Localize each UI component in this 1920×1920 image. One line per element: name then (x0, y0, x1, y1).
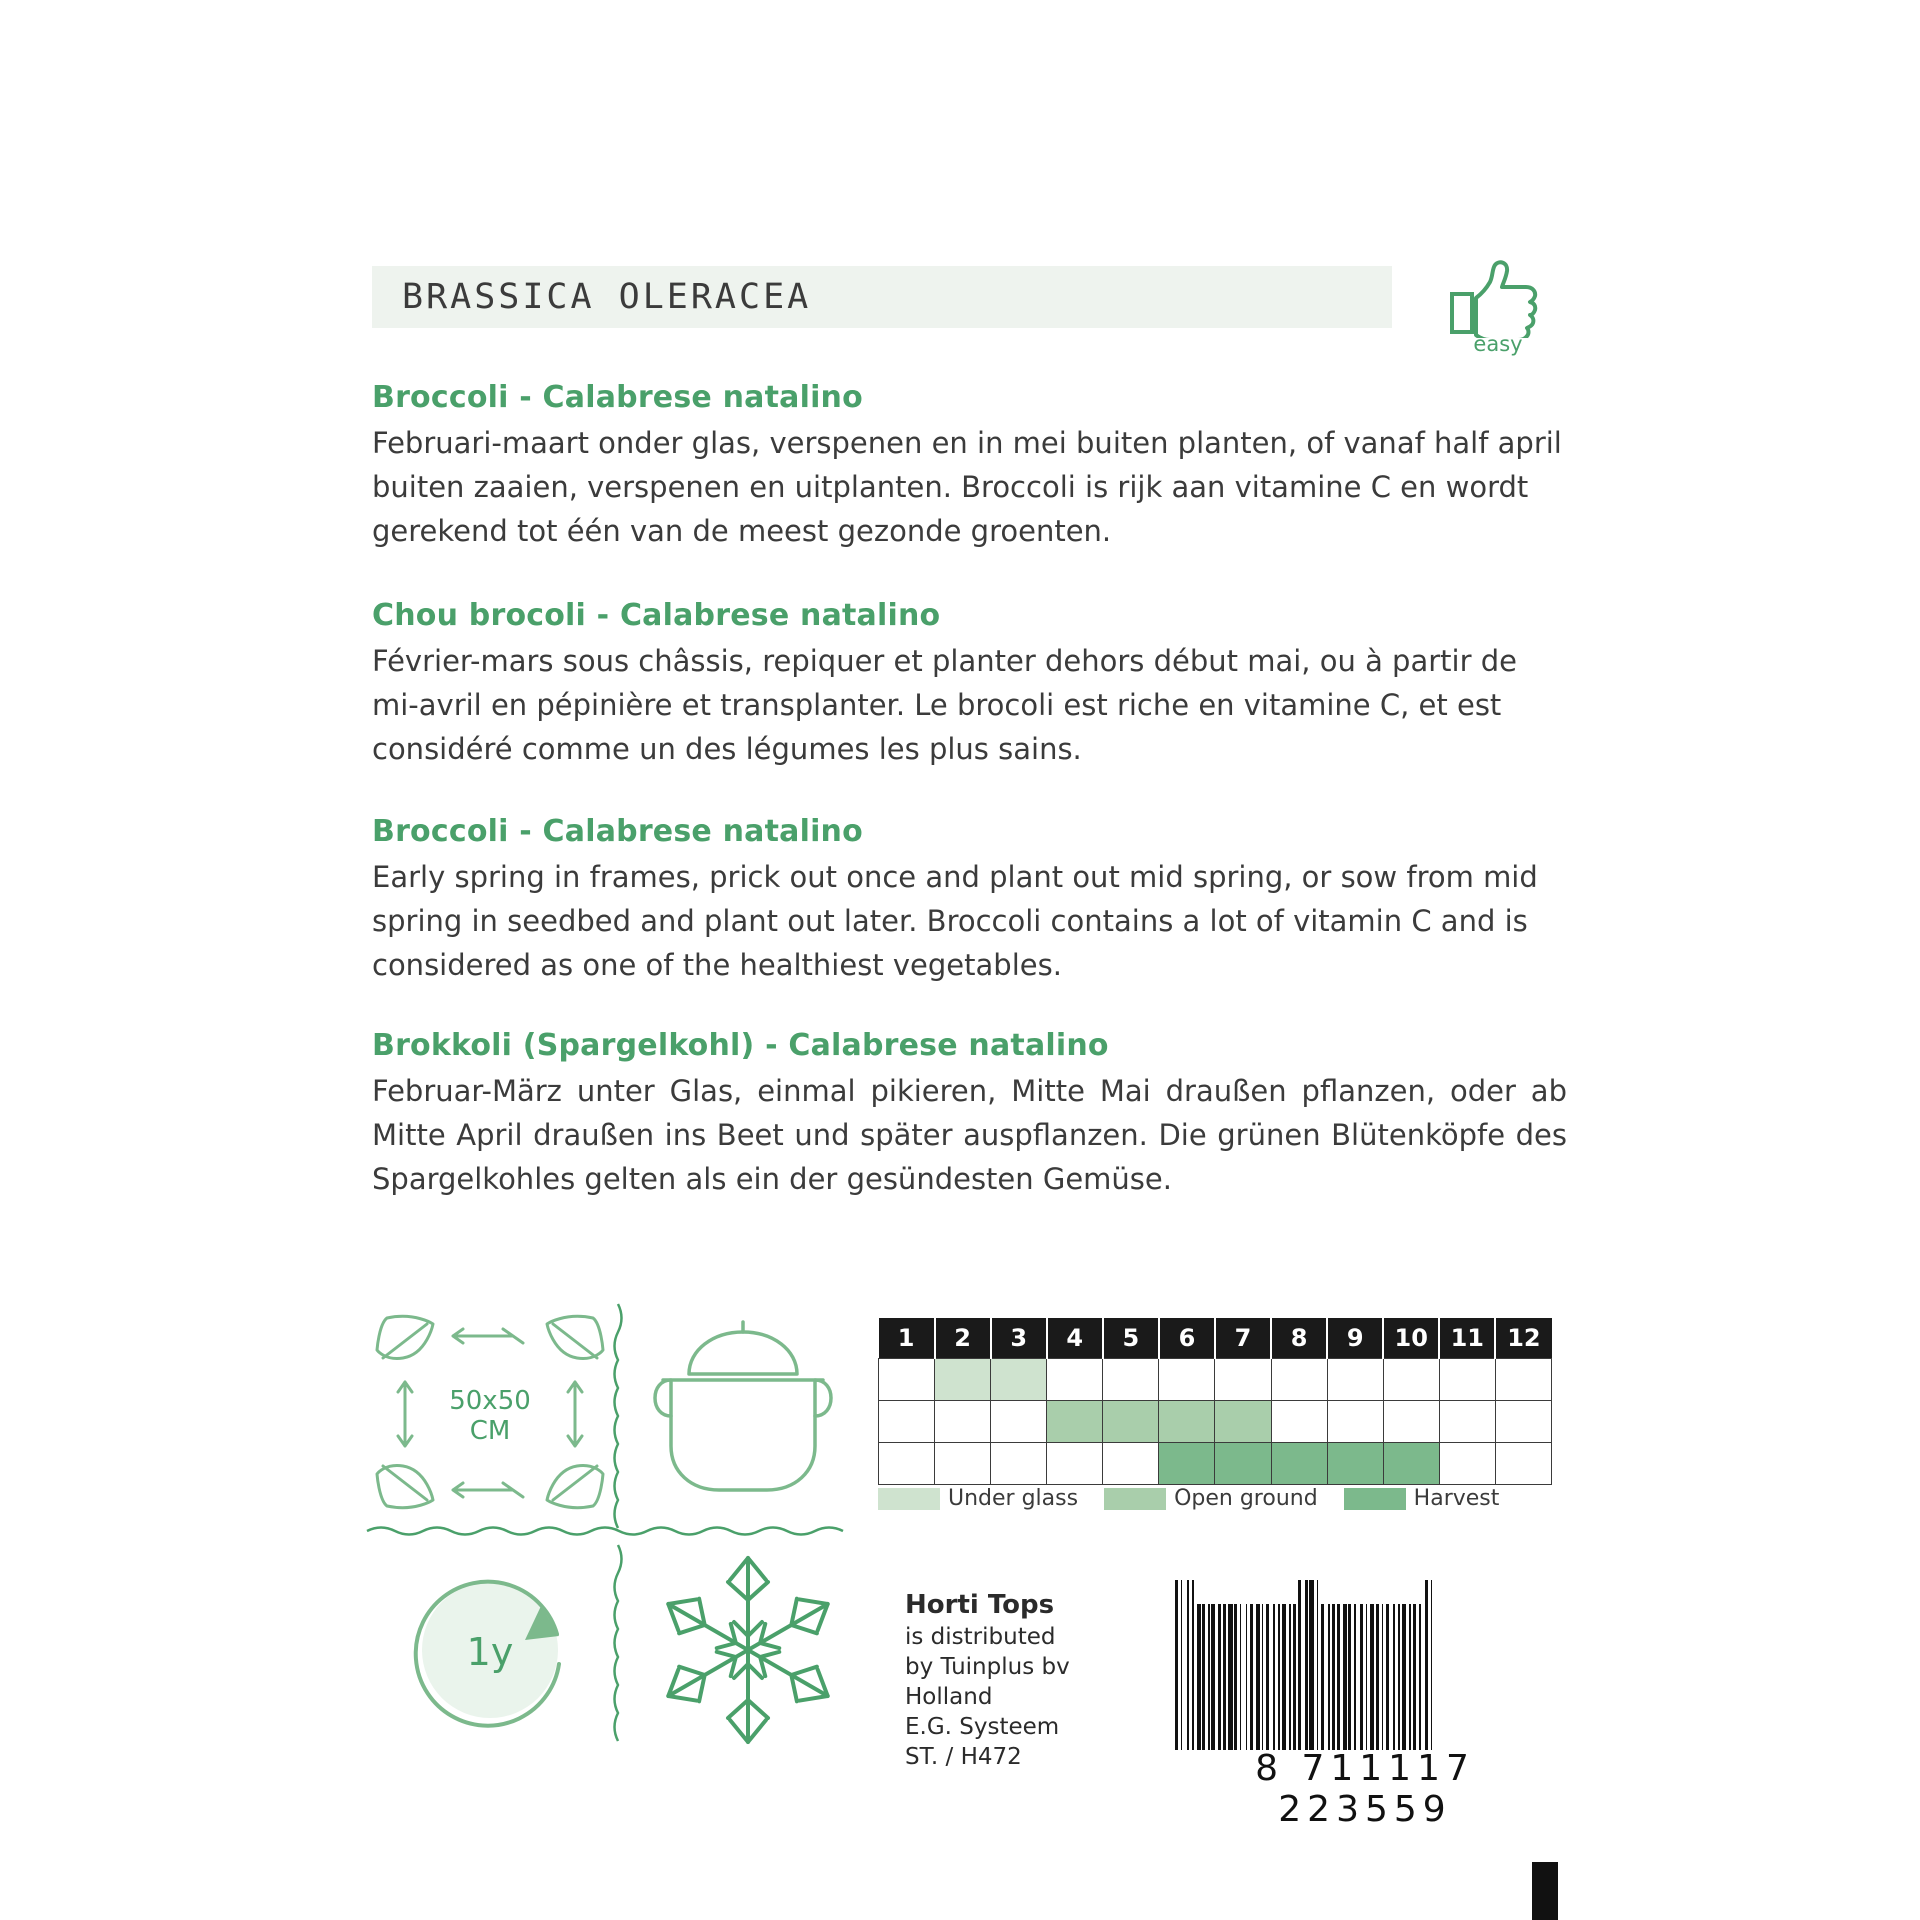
species-name: BRASSICA OLERACEA (402, 277, 812, 317)
calendar-cell (1495, 1401, 1551, 1443)
legend-item-harvest (1344, 1486, 1500, 1511)
easy-label: easy (1473, 332, 1523, 356)
calendar-cell (991, 1443, 1047, 1485)
calendar-row (879, 1443, 1552, 1485)
legend-item-open-ground (1104, 1486, 1318, 1511)
spacing-value-line1: 50x50 (449, 1386, 531, 1416)
calendar-cell (1383, 1401, 1439, 1443)
icon-spacing (365, 1300, 615, 1525)
calendar-cell (1215, 1359, 1271, 1401)
lang-body-en: Early spring in frames, prick out once and plant out mid spring, or sow from mid spring in seedbed and plant out later. Broccoli contains a lot of vitamin C and is considered as one of the healthiest vegetables. (372, 860, 1538, 982)
month-header: 9 (1327, 1318, 1383, 1359)
calendar-cell (1383, 1359, 1439, 1401)
corner-print-mark (1532, 1862, 1558, 1920)
calendar-table (878, 1318, 1552, 1485)
month-header: 7 (1215, 1318, 1271, 1359)
icon-grid (365, 1300, 875, 1765)
calendar-cell (1103, 1443, 1159, 1485)
barcode-bars (1175, 1580, 1555, 1750)
distributor-name: Horti Tops (905, 1590, 1055, 1620)
calendar-body (879, 1359, 1552, 1485)
cooking-pot-icon (623, 1300, 873, 1525)
thumbs-up-icon (1442, 258, 1552, 338)
month-header: 2 (935, 1318, 991, 1359)
month-header: 8 (1271, 1318, 1327, 1359)
distributor-info (905, 1590, 1165, 1772)
calendar-cell (1215, 1443, 1271, 1485)
month-header: 1 (879, 1318, 935, 1359)
calendar-legend (878, 1486, 1552, 1511)
distributor-line3: Holland (905, 1684, 993, 1710)
lang-body-de: Februar-März unter Glas, einmal pikieren, Mitte Mai draußen pflanzen, oder ab Mitte April draußen ins Beet und später auspflanzen. Die grünen Blütenköpfe des Spargelkohles gelten als ein der gesündesten Gemüse. (372, 1074, 1567, 1196)
calendar-cell (935, 1359, 991, 1401)
calendar-cell (1103, 1401, 1159, 1443)
distributor-line5: ST. / H472 (905, 1744, 1022, 1770)
calendar-header-row (879, 1318, 1552, 1359)
viability-value: 1y (466, 1630, 514, 1674)
species-bar (372, 266, 1392, 328)
calendar-cell (879, 1443, 935, 1485)
barcode-bar (1432, 1580, 1435, 1750)
calendar-cell (1327, 1401, 1383, 1443)
legend-label-harvest: Harvest (1413, 1486, 1500, 1511)
calendar-cell (879, 1359, 935, 1401)
header (372, 258, 1552, 358)
calendar-cell (1047, 1359, 1103, 1401)
calendar-cell (935, 1401, 991, 1443)
calendar-cell (1327, 1359, 1383, 1401)
icon-frost (623, 1538, 873, 1763)
calendar-cell (1439, 1359, 1495, 1401)
calendar-cell (1215, 1401, 1271, 1443)
calendar-cell (1439, 1443, 1495, 1485)
barcode-digits: 8 711117 223559 (1255, 1748, 1475, 1830)
distributor-line1: is distributed (905, 1624, 1056, 1650)
calendar-cell (1495, 1359, 1551, 1401)
calendar-cell (1495, 1443, 1551, 1485)
language-block-de (372, 1028, 1567, 1201)
calendar-cell (1271, 1443, 1327, 1485)
calendar-cell (935, 1443, 991, 1485)
calendar-cell (1271, 1359, 1327, 1401)
calendar-cell (879, 1401, 935, 1443)
calendar-cell (991, 1401, 1047, 1443)
icon-cooking (623, 1300, 873, 1525)
legend-swatch-under-glass (878, 1488, 940, 1510)
spacing-value (417, 1386, 563, 1446)
calendar-cell (991, 1359, 1047, 1401)
calendar-cell (1439, 1401, 1495, 1443)
calendar-cell (1327, 1443, 1383, 1485)
legend-swatch-open-ground (1104, 1488, 1166, 1510)
calendar-row (879, 1401, 1552, 1443)
legend-label-open-ground: Open ground (1174, 1486, 1318, 1511)
easy-badge (1442, 258, 1552, 368)
month-header: 5 (1103, 1318, 1159, 1359)
spacing-value-line2: CM (469, 1416, 511, 1446)
barcode (1175, 1580, 1555, 1830)
month-header: 12 (1495, 1318, 1551, 1359)
distributor-line4: E.G. Systeem (905, 1714, 1060, 1740)
month-header: 11 (1439, 1318, 1495, 1359)
calendar-cell (1103, 1359, 1159, 1401)
distributor-line2: by Tuinplus bv (905, 1654, 1070, 1680)
legend-item-under-glass (878, 1486, 1078, 1511)
calendar-cell (1271, 1401, 1327, 1443)
language-block-nl (372, 380, 1567, 553)
lang-title-nl: Broccoli - Calabrese natalino (372, 380, 863, 415)
calendar-cell (1383, 1443, 1439, 1485)
lang-body-fr: Février-mars sous châssis, repiquer et planter dehors début mai, ou à partir de mi-avril en pépinière et transplanter. Le brocoli est riche en vitamine C, et est considéré comme un des légumes les plus sains. (372, 644, 1517, 766)
language-block-en (372, 814, 1567, 987)
language-block-fr (372, 598, 1567, 771)
calendar-cell (1047, 1401, 1103, 1443)
sowing-calendar (878, 1318, 1552, 1511)
month-header: 6 (1159, 1318, 1215, 1359)
calendar-cell (1159, 1401, 1215, 1443)
lang-title-en: Broccoli - Calabrese natalino (372, 814, 863, 849)
lang-body-nl: Februari-maart onder glas, verspenen en in mei buiten planten, of vanaf half april buiten zaaien, verspenen en uitplanten. Broccoli is rijk aan vitamine C en wordt gerekend tot één van de meest gezonde groenten. (372, 426, 1562, 548)
legend-label-under-glass: Under glass (948, 1486, 1079, 1511)
snowflake-icon (623, 1538, 873, 1763)
lang-title-de: Brokkoli (Spargelkohl) - Calabrese natalino (372, 1028, 1109, 1063)
calendar-cell (1047, 1443, 1103, 1485)
icon-viability (365, 1538, 615, 1763)
month-header: 10 (1383, 1318, 1439, 1359)
legend-swatch-harvest (1344, 1488, 1406, 1510)
calendar-row (879, 1359, 1552, 1401)
month-header: 4 (1047, 1318, 1103, 1359)
lang-title-fr: Chou brocoli - Calabrese natalino (372, 598, 941, 633)
calendar-cell (1159, 1359, 1215, 1401)
month-header: 3 (991, 1318, 1047, 1359)
calendar-cell (1159, 1443, 1215, 1485)
